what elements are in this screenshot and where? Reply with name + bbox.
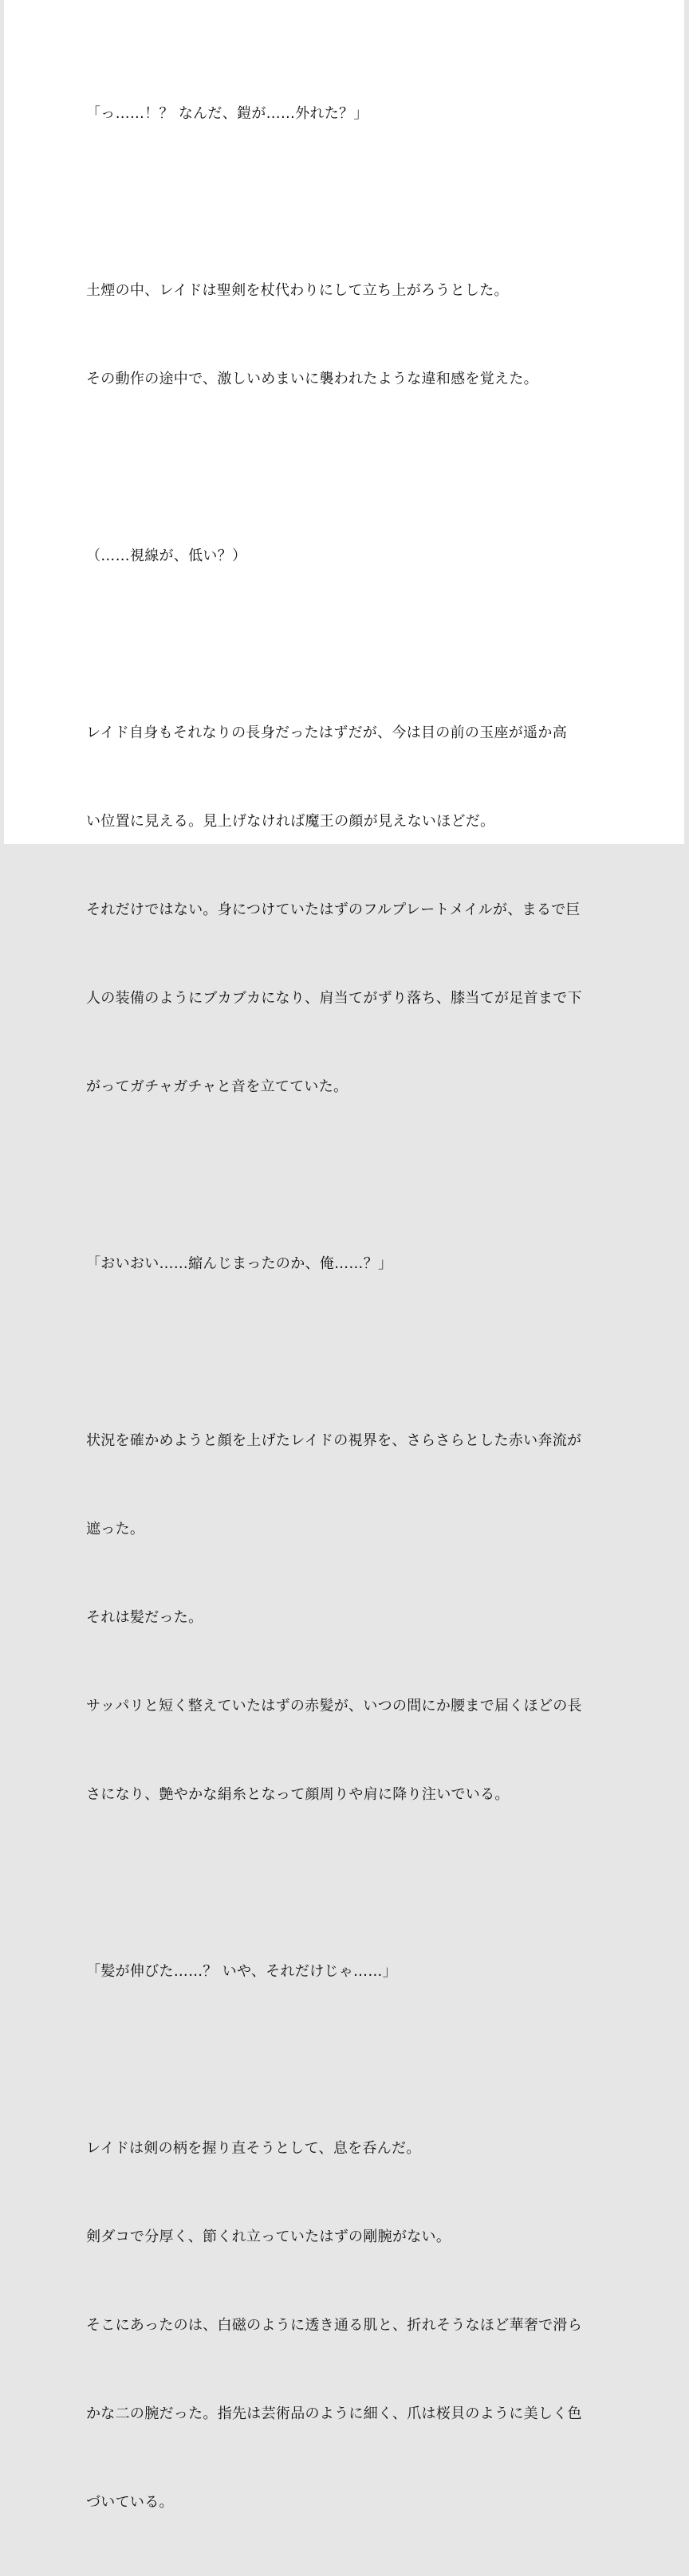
text-line: それだけではない。身につけていたはずのフルプレートメイルが、まるで巨 [86, 901, 581, 918]
text-line: レイドは剣の柄を握り直そうとして、息を呑んだ。 [86, 2140, 421, 2157]
text-line: がってガチャガチャと音を立てていた。 [86, 1078, 348, 1095]
text-line: サッパリと短く整えていたはずの赤髪が、いつの間にか腰まで届くほどの長 [86, 1698, 582, 1714]
paragraph-height-armor [86, 659, 604, 1160]
paragraph-dialogue-hair [86, 1898, 604, 2045]
text-line: （……視線が、低い？） [86, 548, 247, 564]
paragraph-dialogue-armor [86, 40, 604, 187]
document-body [86, 40, 604, 2576]
text-line: 「っ……！？ なんだ、鎧が……外れた？」 [86, 105, 368, 122]
text-line: 遮った。 [86, 1521, 145, 1537]
text-line: 土煙の中、レイドは聖剣を杖代わりにして立ち上がろうとした。 [86, 282, 509, 299]
text-line: 「おいおい……縮んじまったのか、俺……？」 [86, 1255, 393, 1272]
paragraph-standing-up [86, 217, 604, 453]
paragraph-thought-low-view [86, 482, 604, 630]
paragraph-arms [86, 2075, 604, 2576]
text-line: それは髪だった。 [86, 1609, 203, 1626]
paragraph-dialogue-shrunk [86, 1190, 604, 1337]
text-line: レイド自身もそれなりの長身だったはずだが、今は目の前の玉座が遥か高 [86, 724, 567, 741]
text-line: づいている。 [86, 2494, 174, 2511]
text-line: そこにあったのは、白磁のように透き通る肌と、折れそうなほど華奢で滑ら [86, 2317, 583, 2334]
text-line: かな二の腕だった。指先は芸術品のように細く、爪は桜貝のように美しく色 [86, 2405, 582, 2422]
text-line: さになり、艶やかな絹糸となって顔周りや肩に降り注いでいる。 [86, 1786, 510, 1803]
text-line: その動作の途中で、激しいめまいに襲われたような違和感を覚えた。 [86, 371, 538, 387]
paragraph-red-hair [86, 1367, 604, 1868]
text-line: 剣ダコで分厚く、節くれ立っていたはずの剛腕がない。 [86, 2228, 451, 2245]
text-line: 「髪が伸びた……？ いや、それだけじゃ……」 [86, 1963, 397, 1980]
document-page [4, 0, 684, 2511]
text-line: 人の装備のようにブカブカになり、肩当てがずり落ち、膝当てが足首まで下 [86, 990, 582, 1007]
text-line: い位置に見える。見上げなければ魔王の顔が見えないほどだ。 [86, 813, 495, 830]
text-line: 状況を確かめようと顔を上げたレイドの視界を、さらさらとした赤い奔流が [86, 1432, 582, 1449]
